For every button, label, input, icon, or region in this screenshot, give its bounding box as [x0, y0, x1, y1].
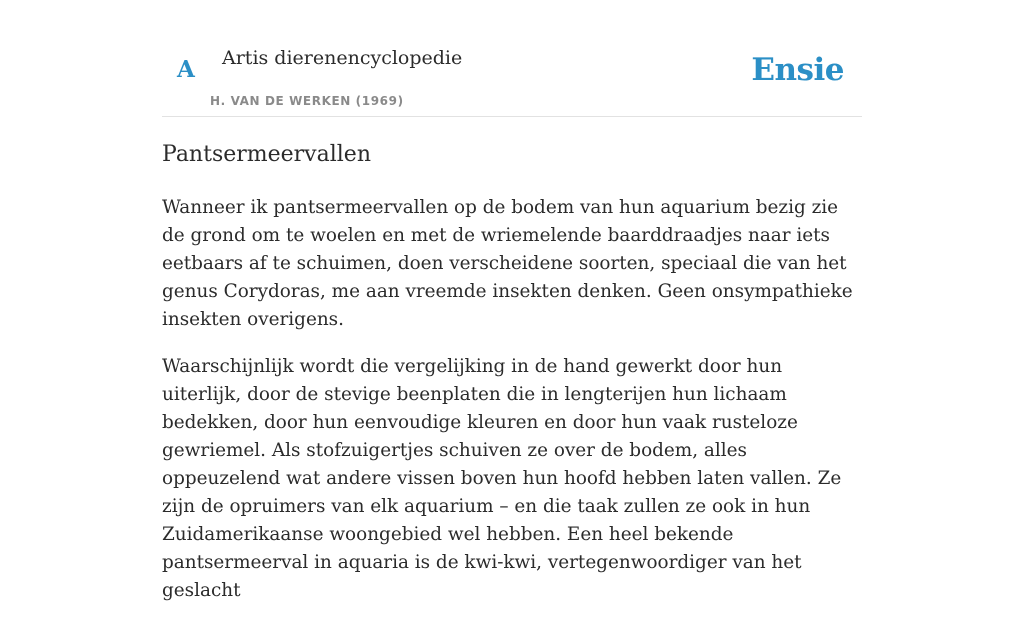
book-title-link[interactable]: Artis dierenencyclopedie: [222, 47, 463, 69]
book-author: H. VAN DE WERKEN (1969): [210, 94, 404, 108]
article-paragraph-1: Wanneer ik pantsermeervallen op de bodem van hun aquarium bezig zie de grond om te woelen en met de wriemelende baarddraadjes naar iets eetbaars af te schuimen, doen verscheidene soorten, speciaal die van het genus Corydoras, me aan vreemde insekten denken. Geen onsympathieke insekten overigens.: [162, 197, 853, 330]
page-header: [162, 0, 862, 117]
ensie-logo[interactable]: Ensie: [751, 52, 844, 88]
article: [162, 138, 862, 624]
index-letter-link[interactable]: A: [177, 56, 195, 83]
article-title: Pantsermeervallen: [162, 142, 371, 167]
article-paragraph-2: Waarschijnlijk wordt die vergelijking in de hand gewerkt door hun uiterlijk, door de stevige beenplaten die in lengterijen hun lichaam bedekken, door hun eenvoudige kleuren en door hun vaak rusteloze gewriemel. Als stofzuigertjes schuiven ze over de bodem, alles oppeuzelend wat andere vissen boven hun hoofd hebben laten vallen. Ze zijn de opruimers van elk aquarium – en die taak zullen ze ook in hun Zuidamerikaanse woongebied wel hebben. Een heel bekende pantsermeerval in aquaria is de kwi-kwi, vertegenwoordiger van het geslacht: [162, 356, 842, 601]
